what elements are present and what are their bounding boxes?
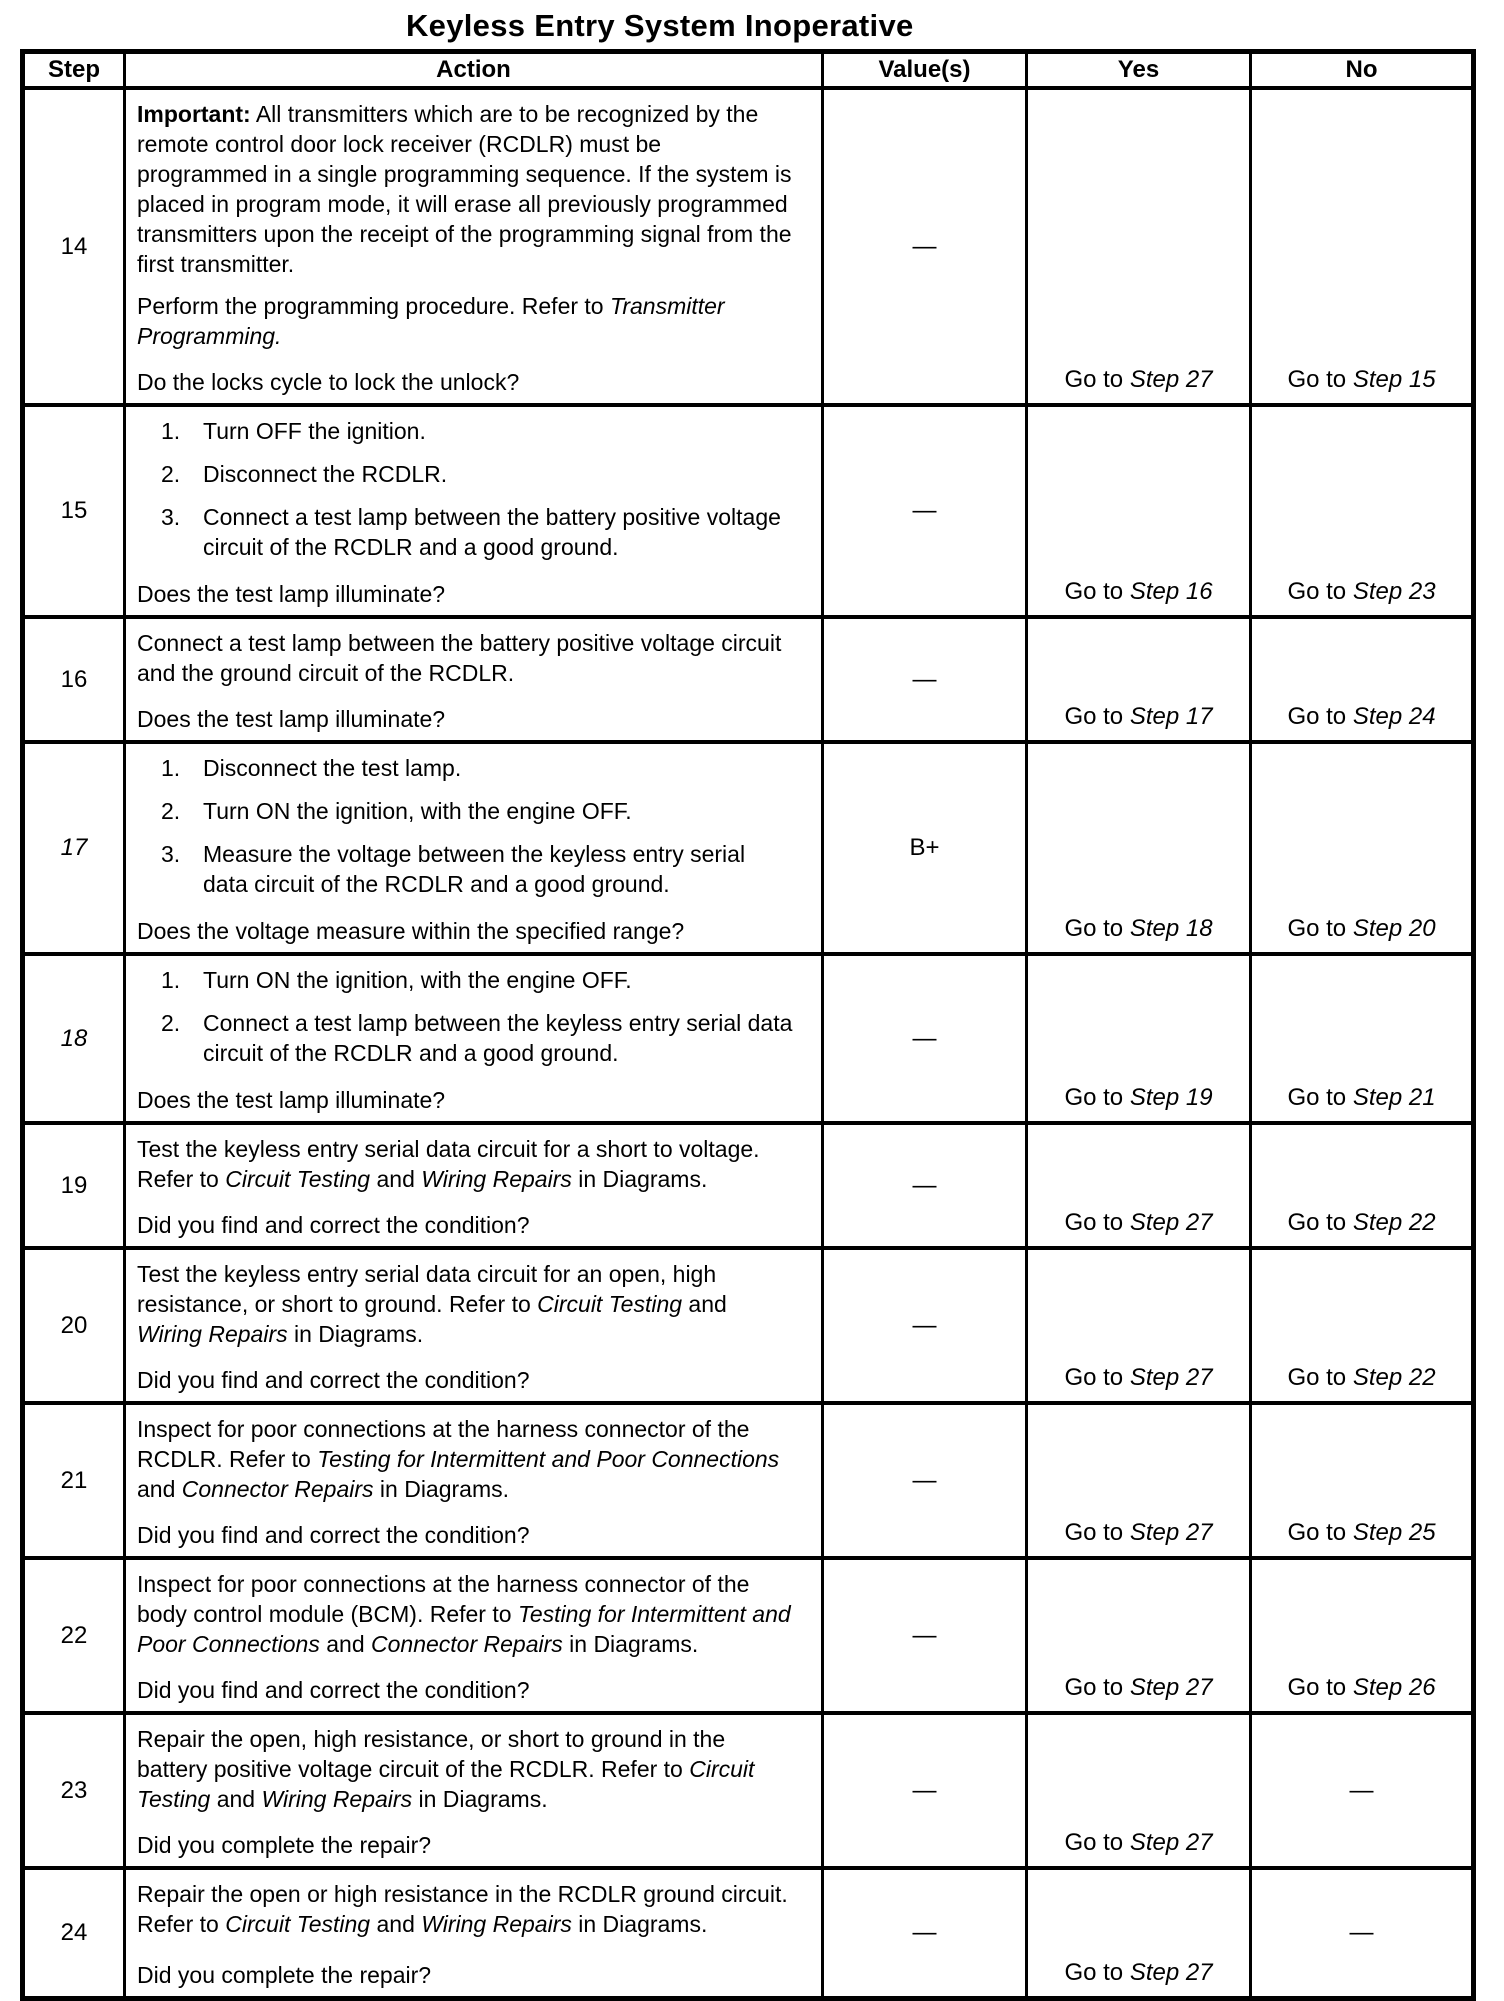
action-cell-content xyxy=(126,1405,821,1556)
step-reference: Step 16 xyxy=(1129,578,1213,605)
go-to-text: Go to xyxy=(1064,1959,1130,1986)
text-run: Connect a test lamp between the keyless entry serial data circuit of the RCDLR and a good ground. xyxy=(203,1010,793,1066)
go-to-text: Go to xyxy=(1287,1519,1353,1546)
manual-page xyxy=(0,8,1504,1988)
text-run: in Diagrams. xyxy=(412,1786,548,1812)
step-number: 17 xyxy=(23,742,125,954)
text-run: Testing for Intermittent and Poor Connections xyxy=(317,1446,780,1472)
step-number: 22 xyxy=(23,1558,125,1713)
value-cell: — xyxy=(823,1248,1027,1403)
step-number: 19 xyxy=(23,1123,125,1248)
text-run: Inspect for poor connections at the harness connector of the body control module (BCM). Refer to xyxy=(137,1571,750,1627)
text-run: All transmitters which are to be recognized by the remote control door lock receiver (RCDLR) must be programmed in a single programming sequence. If the system is placed in program mode, it will erase all previously programmed transmitters upon the receipt of the programming signal from the first transmitter. xyxy=(137,101,792,277)
list-number: 2. xyxy=(161,1010,181,1036)
yes-cell xyxy=(1027,617,1251,742)
table-row xyxy=(23,1248,1474,1403)
text-run: Does the voltage measure within the specified range? xyxy=(137,918,685,944)
action-paragraph xyxy=(137,628,795,688)
go-to-text: Go to xyxy=(1064,703,1130,730)
text-run: Circuit Testing xyxy=(137,1756,755,1812)
value-cell: — xyxy=(823,1403,1027,1558)
value-cell: — xyxy=(823,1558,1027,1713)
action-cell xyxy=(125,1403,823,1558)
table-row xyxy=(23,1403,1474,1558)
table-row xyxy=(23,1558,1474,1713)
action-cell xyxy=(125,88,823,405)
text-run: Inspect for poor connections at the harness connector of the RCDLR. Refer to xyxy=(137,1416,750,1472)
value-cell: — xyxy=(823,88,1027,405)
action-list-item xyxy=(137,965,795,995)
step-reference: Step 17 xyxy=(1129,703,1213,730)
action-paragraph xyxy=(137,1879,795,1939)
action-cell-content xyxy=(126,1560,821,1711)
action-cell xyxy=(125,1868,823,1999)
text-run: Test the keyless entry serial data circuit for a short to voltage. Refer to xyxy=(137,1136,760,1192)
text-run: Turn OFF the ignition. xyxy=(203,418,426,444)
list-text xyxy=(203,502,795,562)
step-number: 18 xyxy=(23,954,125,1123)
action-question xyxy=(137,1516,795,1550)
step-number: 20 xyxy=(23,1248,125,1403)
action-paragraph xyxy=(137,1134,795,1194)
action-paragraph xyxy=(137,1259,795,1349)
text-run: Disconnect the test lamp. xyxy=(203,755,462,781)
action-cell xyxy=(125,954,823,1123)
action-question xyxy=(137,700,795,734)
list-number: 1. xyxy=(161,418,181,444)
go-to-text: Go to xyxy=(1064,1364,1130,1391)
list-text xyxy=(203,459,795,489)
step-reference: Step 27 xyxy=(1129,1364,1213,1391)
yes-cell xyxy=(1027,1248,1251,1403)
procedure-table-body xyxy=(23,88,1474,1999)
go-to-text: Go to xyxy=(1287,1674,1353,1701)
text-run: Does the test lamp illuminate? xyxy=(137,706,446,732)
text-run: in Diagrams. xyxy=(287,1321,424,1347)
yes-cell xyxy=(1027,88,1251,405)
action-list-item xyxy=(137,796,795,826)
action-paragraph xyxy=(137,1414,795,1504)
no-cell xyxy=(1251,1248,1474,1403)
yes-cell xyxy=(1027,1868,1251,1999)
step-reference: Step 20 xyxy=(1352,915,1436,942)
text-run: and xyxy=(682,1291,727,1317)
text-run: and xyxy=(370,1911,422,1937)
action-paragraph xyxy=(137,1569,795,1659)
step-reference: Step 27 xyxy=(1129,366,1213,393)
text-run: in Diagrams. xyxy=(373,1476,510,1502)
list-number: 2. xyxy=(161,798,181,824)
action-question xyxy=(137,1671,795,1705)
yes-cell xyxy=(1027,954,1251,1123)
action-cell xyxy=(125,1558,823,1713)
list-text xyxy=(203,753,795,783)
action-list-item xyxy=(137,839,795,899)
yes-cell xyxy=(1027,405,1251,617)
text-run: Test the keyless entry serial data circuit for an open, high resistance, or short to ground. Refer to xyxy=(137,1261,717,1317)
text-run: Circuit Testing xyxy=(225,1166,371,1192)
go-to-text: Go to xyxy=(1287,915,1353,942)
action-list-item xyxy=(137,502,795,562)
column-header-step: Step xyxy=(23,52,125,89)
table-row xyxy=(23,88,1474,405)
table-row xyxy=(23,617,1474,742)
text-run: in Diagrams. xyxy=(562,1631,699,1657)
text-run: in Diagrams. xyxy=(571,1166,708,1192)
value-cell: — xyxy=(823,1868,1027,1999)
column-header-action: Action xyxy=(125,52,823,89)
value-cell: B+ xyxy=(823,742,1027,954)
list-number: 3. xyxy=(161,504,181,530)
action-cell-content xyxy=(126,1250,821,1401)
value-cell: — xyxy=(823,1123,1027,1248)
step-reference: Step 27 xyxy=(1129,1829,1213,1856)
value-cell: — xyxy=(823,954,1027,1123)
column-header-no: No xyxy=(1251,52,1474,89)
action-cell-content xyxy=(126,407,821,615)
step-reference: Step 27 xyxy=(1129,1674,1213,1701)
step-reference: Step 22 xyxy=(1352,1209,1436,1236)
go-to-text: Go to xyxy=(1287,1364,1353,1391)
text-run: and xyxy=(137,1476,182,1502)
text-run: and xyxy=(319,1631,371,1657)
list-text xyxy=(203,839,795,899)
action-paragraph xyxy=(137,99,795,279)
list-number: 1. xyxy=(161,967,181,993)
yes-cell xyxy=(1027,1713,1251,1868)
text-run: Does the test lamp illuminate? xyxy=(137,581,446,607)
list-text xyxy=(203,796,795,826)
no-cell xyxy=(1251,1123,1474,1248)
text-run: Wiring Repairs xyxy=(261,1786,413,1812)
value-cell: — xyxy=(823,1713,1027,1868)
table-header-row xyxy=(23,52,1474,89)
list-text xyxy=(203,416,795,446)
action-cell xyxy=(125,405,823,617)
go-to-text: Go to xyxy=(1064,366,1130,393)
text-run: Transmitter Programming. xyxy=(137,293,725,349)
step-reference: Step 18 xyxy=(1129,915,1213,942)
text-run: Did you complete the repair? xyxy=(137,1832,432,1858)
step-reference: Step 26 xyxy=(1352,1674,1436,1701)
text-run: in Diagrams. xyxy=(571,1911,708,1937)
go-to-text: Go to xyxy=(1287,578,1353,605)
go-to-text: Go to xyxy=(1287,1209,1353,1236)
column-header-values: Value(s) xyxy=(823,52,1027,89)
action-cell-content xyxy=(126,619,821,740)
action-cell xyxy=(125,742,823,954)
text-run: Disconnect the RCDLR. xyxy=(203,461,448,487)
action-list-item xyxy=(137,416,795,446)
text-run: Repair the open or high resistance in the RCDLR ground circuit. Refer to xyxy=(137,1881,788,1937)
step-number: 16 xyxy=(23,617,125,742)
text-run: Circuit Testing xyxy=(225,1911,371,1937)
text-run: Turn ON the ignition, with the engine OFF. xyxy=(203,967,632,993)
step-number: 21 xyxy=(23,1403,125,1558)
table-row xyxy=(23,1868,1474,1999)
table-row xyxy=(23,1713,1474,1868)
action-question xyxy=(137,1956,795,1990)
action-question xyxy=(137,363,795,397)
action-list-item xyxy=(137,1008,795,1068)
action-cell-content xyxy=(126,90,821,403)
text-run: Did you find and correct the condition? xyxy=(137,1677,530,1703)
text-run: Do the locks cycle to lock the unlock? xyxy=(137,369,520,395)
go-to-text: Go to xyxy=(1064,915,1130,942)
text-run: Did you complete the repair? xyxy=(137,1962,432,1988)
action-list-item xyxy=(137,459,795,489)
action-cell xyxy=(125,617,823,742)
step-reference: Step 22 xyxy=(1352,1364,1436,1391)
text-run: Connector Repairs xyxy=(371,1631,563,1657)
text-run: Repair the open, high resistance, or short to ground in the battery positive voltage circuit of the RCDLR. Refer to xyxy=(137,1726,726,1782)
action-cell-content xyxy=(126,744,821,952)
action-cell-content xyxy=(126,1715,821,1866)
action-paragraph xyxy=(137,291,795,351)
action-list-item xyxy=(137,753,795,783)
page-title: Keyless Entry System Inoperative xyxy=(406,8,914,43)
action-cell xyxy=(125,1123,823,1248)
action-question xyxy=(137,575,795,609)
text-run: Wiring Repairs xyxy=(421,1911,572,1937)
text-run: Testing for Intermittent and Poor Connections xyxy=(137,1601,791,1657)
text-run: Does the test lamp illuminate? xyxy=(137,1087,446,1113)
step-number: 14 xyxy=(23,88,125,405)
no-cell xyxy=(1251,1558,1474,1713)
action-question xyxy=(137,1206,795,1240)
text-run: Connect a test lamp between the battery positive voltage circuit and the ground circuit of the RCDLR. xyxy=(137,630,782,686)
no-cell: — xyxy=(1251,1868,1474,1999)
action-question xyxy=(137,1826,795,1860)
action-question xyxy=(137,1081,795,1115)
text-run: Did you find and correct the condition? xyxy=(137,1367,530,1393)
step-number: 15 xyxy=(23,405,125,617)
no-cell xyxy=(1251,954,1474,1123)
text-run: Did you find and correct the condition? xyxy=(137,1212,530,1238)
go-to-text: Go to xyxy=(1064,1084,1130,1111)
text-run: Wiring Repairs xyxy=(137,1321,288,1347)
list-text xyxy=(203,965,795,995)
list-number: 2. xyxy=(161,461,181,487)
go-to-text: Go to xyxy=(1287,366,1353,393)
step-number: 24 xyxy=(23,1868,125,1999)
no-cell xyxy=(1251,742,1474,954)
go-to-text: Go to xyxy=(1287,703,1353,730)
action-cell-content xyxy=(126,1870,821,1996)
no-cell xyxy=(1251,88,1474,405)
yes-cell xyxy=(1027,1558,1251,1713)
step-reference: Step 19 xyxy=(1129,1084,1213,1111)
step-reference: Step 25 xyxy=(1352,1519,1436,1546)
column-header-yes: Yes xyxy=(1027,52,1251,89)
action-cell-content xyxy=(126,1125,821,1246)
no-cell xyxy=(1251,1403,1474,1558)
table-row xyxy=(23,954,1474,1123)
list-number: 3. xyxy=(161,841,181,867)
go-to-text: Go to xyxy=(1064,1209,1130,1236)
no-cell xyxy=(1251,405,1474,617)
table-row xyxy=(23,1123,1474,1248)
text-run: Perform the programming procedure. Refer to xyxy=(137,293,610,319)
value-cell: — xyxy=(823,405,1027,617)
action-question xyxy=(137,1361,795,1395)
go-to-text: Go to xyxy=(1287,1084,1353,1111)
text-run: and xyxy=(370,1166,422,1192)
step-reference: Step 24 xyxy=(1352,703,1436,730)
text-run: Connect a test lamp between the battery positive voltage circuit of the RCDLR and a good ground. xyxy=(203,504,781,560)
yes-cell xyxy=(1027,1403,1251,1558)
table-row xyxy=(23,742,1474,954)
text-run: Connector Repairs xyxy=(181,1476,374,1502)
go-to-text: Go to xyxy=(1064,1829,1130,1856)
value-cell: — xyxy=(823,617,1027,742)
no-cell: — xyxy=(1251,1713,1474,1868)
action-paragraph xyxy=(137,1724,795,1814)
go-to-text: Go to xyxy=(1064,1674,1130,1701)
procedure-table xyxy=(20,49,1476,2001)
no-cell xyxy=(1251,617,1474,742)
step-reference: Step 27 xyxy=(1129,1519,1213,1546)
text-run: Measure the voltage between the keyless entry serial data circuit of the RCDLR and a good ground. xyxy=(203,841,746,897)
go-to-text: Go to xyxy=(1064,1519,1130,1546)
step-reference: Step 23 xyxy=(1352,578,1436,605)
step-reference: Step 15 xyxy=(1352,366,1436,393)
text-run: Important: xyxy=(137,101,251,127)
action-cell-content xyxy=(126,956,821,1121)
action-question xyxy=(137,912,795,946)
list-number: 1. xyxy=(161,755,181,781)
go-to-text: Go to xyxy=(1064,578,1130,605)
yes-cell xyxy=(1027,1123,1251,1248)
list-text xyxy=(203,1008,795,1068)
text-run: Wiring Repairs xyxy=(421,1166,572,1192)
text-run: Turn ON the ignition, with the engine OFF. xyxy=(203,798,632,824)
text-run: and xyxy=(210,1786,262,1812)
step-number: 23 xyxy=(23,1713,125,1868)
step-reference: Step 27 xyxy=(1129,1209,1213,1236)
step-reference: Step 21 xyxy=(1352,1084,1436,1111)
table-row xyxy=(23,405,1474,617)
action-cell xyxy=(125,1248,823,1403)
action-cell xyxy=(125,1713,823,1868)
step-reference: Step 27 xyxy=(1129,1959,1213,1986)
yes-cell xyxy=(1027,742,1251,954)
text-run: Did you find and correct the condition? xyxy=(137,1522,530,1548)
text-run: Circuit Testing xyxy=(537,1291,683,1317)
